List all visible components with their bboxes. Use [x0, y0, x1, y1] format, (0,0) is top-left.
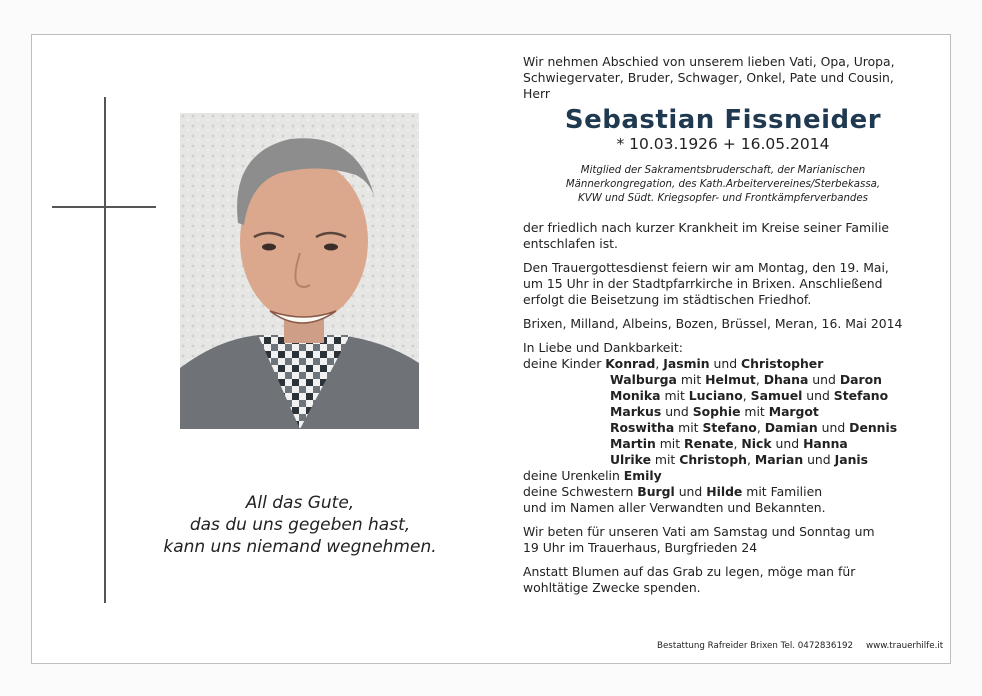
connector: und: [709, 356, 742, 371]
intro-line: Herr: [523, 86, 550, 101]
places-date: Brixen, Milland, Albeins, Bozen, Brüssel, Meran, 16. Mai 2014: [523, 316, 903, 331]
funeral-line: um 15 Uhr in der Stadtpfarrkirche in Brixen. Anschließend: [523, 276, 883, 291]
obituary-text: [523, 54, 923, 596]
grandchild-name: Damian: [764, 420, 818, 435]
connector: mit: [674, 420, 703, 435]
family-line: [523, 372, 923, 388]
grandchild-name: Dennis: [849, 420, 898, 435]
child-name: Roswitha: [610, 420, 675, 435]
spouse-name: Renate: [684, 436, 734, 451]
connector: ,: [742, 388, 751, 403]
grandchild-name: Dhana: [763, 372, 809, 387]
family-line: [523, 420, 923, 436]
flowers-line: Anstatt Blumen auf das Grab zu legen, möge man für: [523, 564, 856, 579]
child-name: Christopher: [741, 356, 824, 371]
deceased-name: Sebastian Fissneider: [564, 105, 882, 135]
connector: und: [661, 404, 693, 419]
greatgrandchild-line: [523, 468, 923, 484]
connector: und: [674, 484, 707, 499]
relatives-line: und im Namen aller Verwandten und Bekannten.: [523, 500, 826, 515]
child-name: Jasmin: [663, 356, 710, 371]
flowers-line: wohltätige Zwecke spenden.: [523, 580, 701, 595]
connector: ,: [733, 436, 742, 451]
prayer-line: Wir beten für unseren Vati am Samstag und Sonntag um: [523, 524, 875, 539]
child-name: Konrad: [605, 356, 656, 371]
family-line: [523, 404, 923, 420]
membership-line: Männerkongregation, des Kath.Arbeitervereines/Sterbekassa,: [565, 179, 881, 190]
greatgrandchild-name: Emily: [623, 468, 662, 483]
grandchild-name: Samuel: [750, 388, 803, 403]
sister-name: Hilde: [706, 484, 743, 499]
grandchild-name: Margot: [768, 404, 819, 419]
connector: und: [817, 420, 850, 435]
grandchild-name: Marian: [754, 452, 804, 467]
connector: mit: [660, 388, 689, 403]
membership-block: [523, 164, 923, 206]
grandchild-name: Daron: [839, 372, 882, 387]
sisters-label: deine Schwestern: [523, 484, 638, 499]
child-name: Ulrike: [610, 452, 651, 467]
connector: mit: [676, 372, 706, 387]
quote-line: All das Gute,: [245, 493, 355, 513]
connector: und: [803, 452, 835, 467]
connector: ,: [747, 452, 755, 467]
greatgrandchild-label: deine Urenkelin: [523, 468, 624, 483]
intro-line: Wir nehmen Abschied von unserem lieben Vati, Opa, Uropa,: [523, 54, 895, 69]
child-name: Monika: [610, 388, 661, 403]
connector: und: [802, 388, 834, 403]
connector: und: [808, 372, 840, 387]
intro-line: Schwiegervater, Bruder, Schwager, Onkel, Pate und Cousin,: [523, 70, 894, 85]
undertaker-info: Bestattung Rafreider Brixen Tel. 0472836192: [657, 641, 854, 651]
family-line: [523, 388, 923, 404]
child-name: Walburga: [610, 372, 677, 387]
child-name: Markus: [610, 404, 662, 419]
connector: ,: [655, 356, 664, 371]
memorial-quote: [140, 492, 460, 558]
family-line: [523, 452, 923, 468]
connector: mit: [740, 404, 769, 419]
membership-line: KVW und Südt. Kriegsopfer- und Frontkämpferverbandes: [578, 193, 868, 204]
website-link[interactable]: www.trauerhilfe.it: [866, 641, 944, 651]
grandchild-name: Nick: [741, 436, 772, 451]
spouse-name: Helmut: [705, 372, 756, 387]
quote-line: kann uns niemand wegnehmen.: [163, 537, 437, 557]
portrait-photo: [180, 113, 419, 429]
spouse-name: Stefano: [702, 420, 757, 435]
passing-line: entschlafen ist.: [523, 236, 618, 251]
children-line: [523, 356, 923, 372]
prayer-line: 19 Uhr im Trauerhaus, Burgfrieden 24: [523, 540, 758, 555]
connector: ,: [756, 420, 765, 435]
grandchild-name: Hanna: [803, 436, 848, 451]
family-line: [523, 436, 923, 452]
connector: mit: [650, 452, 680, 467]
life-dates: * 10.03.1926 + 16.05.2014: [616, 135, 830, 153]
quote-line: das du uns gegeben hast,: [189, 515, 411, 535]
spouse-name: Christoph: [679, 452, 748, 467]
spouse-name: Sophie: [692, 404, 741, 419]
spouse-name: Luciano: [688, 388, 743, 403]
connector: ,: [755, 372, 764, 387]
connector: mit: [655, 436, 685, 451]
love-line: In Liebe und Dankbarkeit:: [523, 340, 683, 355]
connector: mit Familien: [742, 484, 823, 499]
funeral-line: erfolgt die Beisetzung im städtischen Friedhof.: [523, 292, 812, 307]
sisters-line: [523, 484, 923, 500]
connector: und: [771, 436, 804, 451]
funeral-line: Den Trauergottesdienst feiern wir am Montag, den 19. Mai,: [523, 260, 889, 275]
grandchild-name: Janis: [834, 452, 869, 467]
cross-vertical-bar: [104, 97, 106, 603]
cross-horizontal-bar: [52, 206, 156, 208]
grandchild-name: Stefano: [833, 388, 889, 403]
membership-line: Mitglied der Sakramentsbruderschaft, der Marianischen: [580, 165, 866, 176]
sister-name: Burgl: [637, 484, 675, 499]
passing-line: der friedlich nach kurzer Krankheit im Kreise seiner Familie: [523, 220, 890, 235]
children-label: deine Kinder: [523, 356, 606, 371]
child-name: Martin: [610, 436, 656, 451]
